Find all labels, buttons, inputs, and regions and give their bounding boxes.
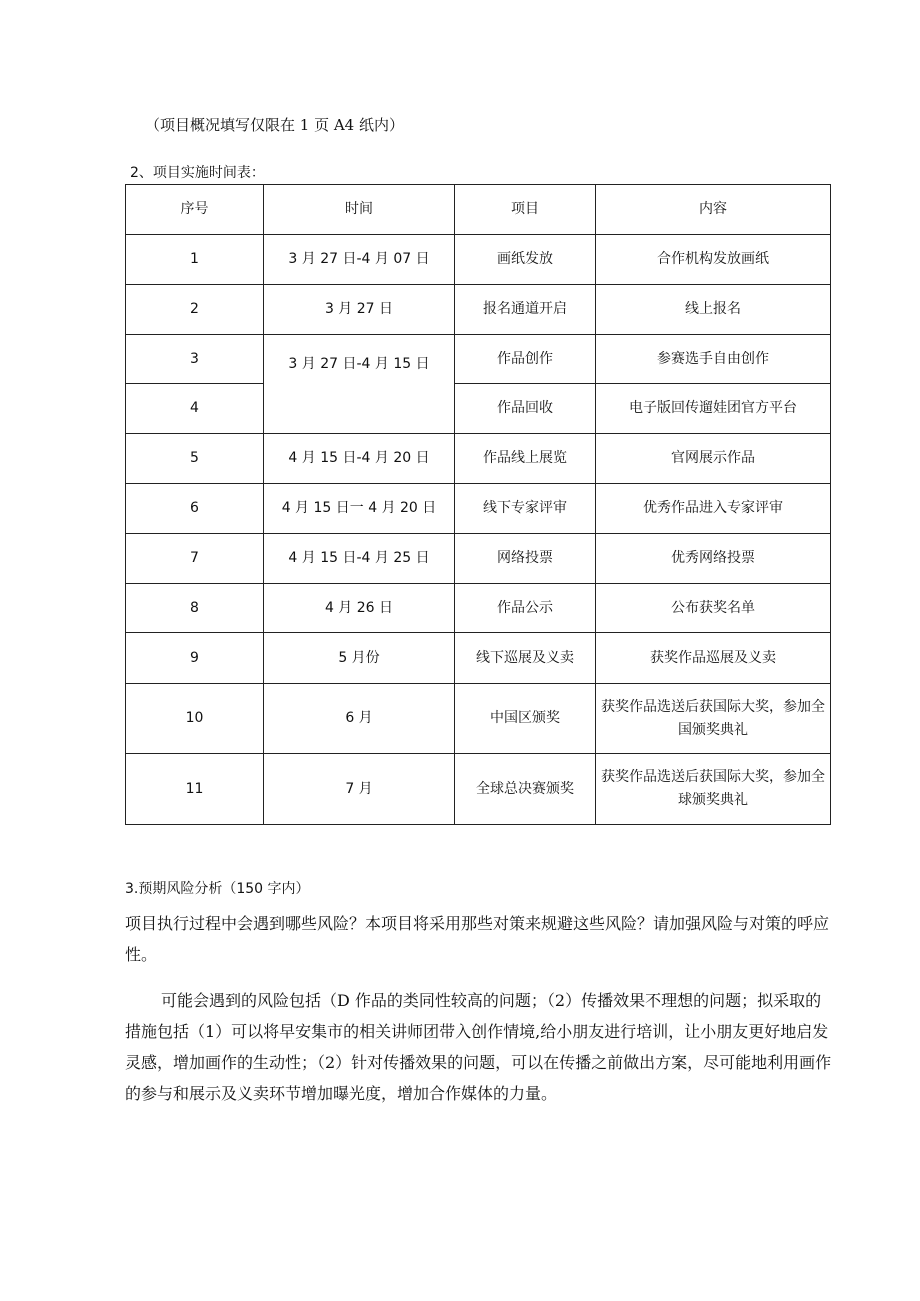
cell-no: 10 — [126, 684, 264, 754]
cell-time: 7 月 — [264, 754, 455, 825]
cell-content: 电子版回传遛娃团官方平台 — [596, 384, 831, 434]
cell-time: 6 月 — [264, 684, 455, 754]
table-row — [126, 335, 831, 384]
table-row — [126, 434, 831, 484]
table-row — [126, 633, 831, 684]
table-row — [126, 754, 831, 825]
cell-content: 优秀作品进入专家评审 — [596, 484, 831, 534]
table-row — [126, 684, 831, 754]
cell-time: 4 月 26 日 — [264, 584, 455, 633]
cell-item: 报名通道开启 — [455, 285, 596, 335]
page-limit-note: （项目概况填写仅限在 1 页 A4 纸内） — [145, 116, 404, 134]
table-row — [126, 534, 831, 584]
cell-content: 获奖作品选送后获国际大奖，参加全球颁奖典礼 — [596, 754, 831, 825]
schedule-table — [125, 184, 831, 825]
section-2-title: 2、项目实施时间表： — [130, 165, 265, 181]
risk-answer-paragraph: 可能会遇到的风险包括（D 作品的类同性较高的问题；（2）传播效果不理想的问题；拟采取的措施包括（1）可以将早安集市的相关讲师团带入创作情境,给小朋友进行培训，让小朋友更好地启发灵感，增加画作的生动性；（2）针对传播效果的问题，可以在传播之前做出方案，尽可能地利用画作的参与和展示及义卖环节增加曝光度，增加合作媒体的力量。 — [125, 991, 832, 1103]
cell-time: 5 月份 — [264, 633, 455, 684]
cell-time: 3 月 27 日-4 月 07 日 — [264, 235, 455, 285]
cell-no: 9 — [126, 633, 264, 684]
table-row — [126, 484, 831, 534]
cell-content: 官网展示作品 — [596, 434, 831, 484]
cell-no: 2 — [126, 285, 264, 335]
cell-content: 线上报名 — [596, 285, 831, 335]
table-row — [126, 584, 831, 633]
cell-item: 作品线上展览 — [455, 434, 596, 484]
cell-item: 中国区颁奖 — [455, 684, 596, 754]
cell-time-merged: 3 月 27 日-4 月 15 日 — [264, 335, 455, 434]
cell-item: 线下专家评审 — [455, 484, 596, 534]
header-row — [126, 185, 831, 235]
cell-item: 作品回收 — [455, 384, 596, 434]
risk-question-paragraph: 项目执行过程中会遇到哪些风险？本项目将采用那些对策来规避这些风险？请加强风险与对策的呼应性。 — [125, 914, 830, 964]
cell-item: 网络投票 — [455, 534, 596, 584]
cell-no: 7 — [126, 534, 264, 584]
cell-item: 线下巡展及义卖 — [455, 633, 596, 684]
table-row — [126, 235, 831, 285]
cell-no: 4 — [126, 384, 264, 434]
cell-content: 合作机构发放画纸 — [596, 235, 831, 285]
cell-item: 作品创作 — [455, 335, 596, 384]
header-no: 序号 — [126, 185, 264, 235]
cell-no: 1 — [126, 235, 264, 285]
cell-time: 3 月 27 日 — [264, 285, 455, 335]
cell-content: 获奖作品巡展及义卖 — [596, 633, 831, 684]
cell-time: 4 月 15 日一 4 月 20 日 — [264, 484, 455, 534]
section-3-title: 3.预期风险分析（150 字内） — [125, 881, 310, 897]
cell-no: 8 — [126, 584, 264, 633]
cell-content: 公布获奖名单 — [596, 584, 831, 633]
cell-no: 6 — [126, 484, 264, 534]
table-row — [126, 384, 831, 434]
cell-item: 作品公示 — [455, 584, 596, 633]
cell-item: 画纸发放 — [455, 235, 596, 285]
cell-time: 4 月 15 日-4 月 25 日 — [264, 534, 455, 584]
cell-time: 4 月 15 日-4 月 20 日 — [264, 434, 455, 484]
header-time: 时间 — [264, 185, 455, 235]
table-row — [126, 285, 831, 335]
header-item: 项目 — [455, 185, 596, 235]
cell-content: 获奖作品选送后获国际大奖，参加全国颁奖典礼 — [596, 684, 831, 754]
cell-item: 全球总决赛颁奖 — [455, 754, 596, 825]
cell-content: 优秀网络投票 — [596, 534, 831, 584]
cell-no: 5 — [126, 434, 264, 484]
cell-no: 11 — [126, 754, 264, 825]
cell-content: 参赛选手自由创作 — [596, 335, 831, 384]
cell-no: 3 — [126, 335, 264, 384]
header-content: 内容 — [596, 185, 831, 235]
